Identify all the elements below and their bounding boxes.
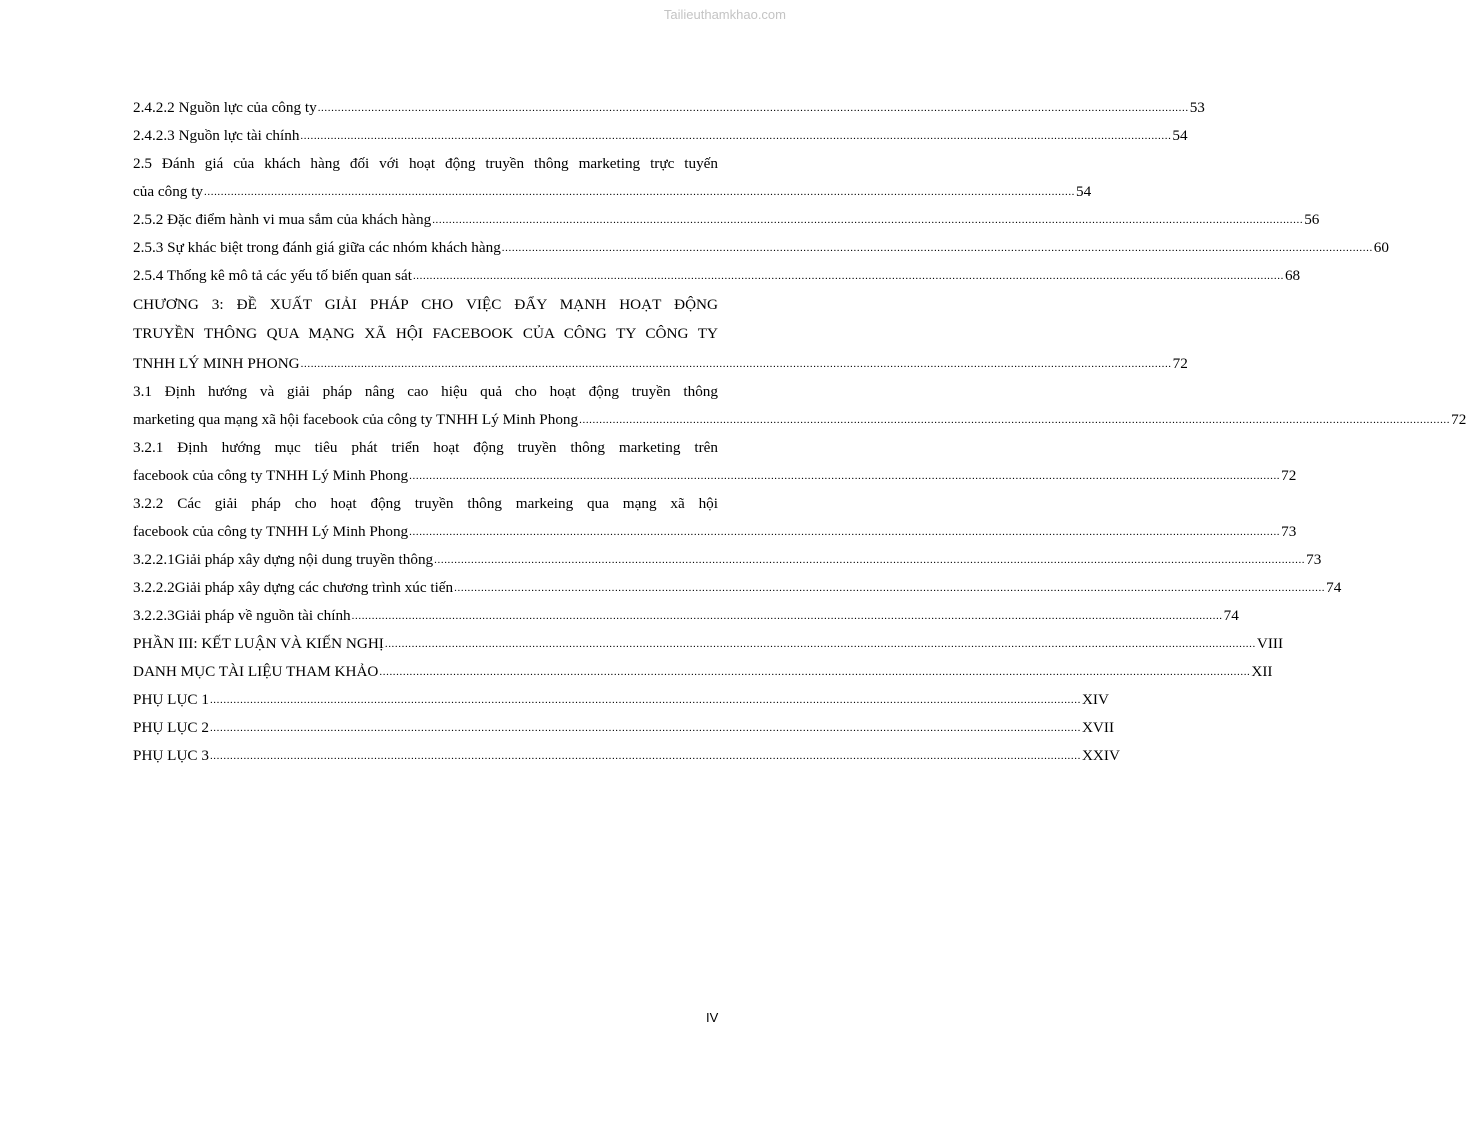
dot-leader: ....................................................................................................................................................................................................................................................................: [501, 242, 1373, 254]
toc-entry-page: 68: [1284, 267, 1301, 284]
dot-leader: ....................................................................................................................................................................................................................................................................: [300, 357, 1172, 370]
toc-entry[interactable]: [133, 178, 1092, 206]
toc-entry-title: 2.4.2.2 Nguồn lực của công ty: [133, 99, 317, 116]
dot-leader: ....................................................................................................................................................................................................................................................................: [432, 214, 1304, 226]
toc-entry-title: 2.4.2.3 Nguồn lực tài chính: [133, 127, 300, 144]
dot-leader: ....................................................................................................................................................................................................................................................................: [300, 130, 1172, 142]
toc-line: 3.1 Định hướng và giải pháp nâng cao hiệu quả cho hoạt động truyền thông: [133, 382, 718, 400]
toc-entry-title: PHỤ LỤC 2: [133, 718, 209, 736]
toc-entry-page: 74: [1223, 606, 1239, 624]
toc-entry[interactable]: [133, 518, 1297, 546]
toc-entry[interactable]: [133, 602, 1239, 630]
toc-entry-page: XII: [1251, 662, 1273, 680]
toc-line: CHƯƠNG 3: ĐỀ XUẤT GIẢI PHÁP CHO VIỆC ĐẨY MẠNH HOẠT ĐỘNG: [133, 296, 718, 313]
toc-entry-page: 54: [1076, 183, 1092, 200]
page-number: IV: [706, 1010, 719, 1025]
dot-leader: ....................................................................................................................................................................................................................................................................: [209, 721, 1081, 734]
toc-entry[interactable]: [133, 742, 1120, 770]
toc-entry[interactable]: [133, 658, 1273, 686]
toc-entry-page: XVII: [1081, 718, 1115, 736]
toc-entry[interactable]: [133, 574, 1342, 602]
toc-entry-page: 74: [1326, 578, 1342, 596]
toc-entry-page: VIII: [1256, 634, 1283, 652]
toc-line: TRUYỀN THÔNG QUA MẠNG XÃ HỘI FACEBOOK CỦA CÔNG TY CÔNG TY: [133, 325, 718, 343]
dot-leader: ....................................................................................................................................................................................................................................................................: [434, 553, 1306, 566]
dot-leader: ....................................................................................................................................................................................................................................................................: [379, 665, 1251, 678]
watermark: Tailieuthamkhao.com: [663, 7, 786, 22]
dot-leader: ....................................................................................................................................................................................................................................................................: [209, 749, 1081, 762]
dot-leader: ....................................................................................................................................................................................................................................................................: [412, 270, 1284, 282]
toc-entry-page: 72: [1451, 410, 1466, 428]
dot-leader: ....................................................................................................................................................................................................................................................................: [409, 525, 1281, 538]
toc-entry[interactable]: [133, 206, 1320, 234]
toc-entry[interactable]: [133, 349, 1188, 378]
toc-entry-title: 2.5.4 Thống kê mô tả các yếu tố biến quan sát: [133, 267, 412, 284]
toc-entry-page: 72: [1172, 354, 1188, 372]
dot-leader: ....................................................................................................................................................................................................................................................................: [409, 469, 1281, 482]
toc-entry-title: 3.2.2.2Giải pháp xây dựng các chương trình xúc tiến: [133, 578, 454, 596]
toc-entry-title: facebook của công ty TNHH Lý Minh Phong: [133, 466, 409, 484]
toc-entry-title: PHỤ LỤC 3: [133, 746, 209, 764]
toc-entry[interactable]: [133, 630, 1283, 658]
dot-leader: ....................................................................................................................................................................................................................................................................: [317, 102, 1189, 114]
toc-line: 3.2.1 Định hướng mục tiêu phát triển hoạt động truyền thông marketing trên: [133, 438, 718, 456]
toc-entry-title: PHẦN III: KẾT LUẬN VÀ KIẾN NGHỊ: [133, 634, 384, 652]
toc-entry-page: 54: [1172, 127, 1188, 144]
toc-line: 2.5 Đánh giá của khách hàng đối với hoạt động truyền thông marketing trực tuyến: [133, 155, 718, 172]
toc-entry-title: PHỤ LỤC 1: [133, 690, 209, 708]
toc-entry-title: facebook của công ty TNHH Lý Minh Phong: [133, 522, 409, 540]
toc-entry[interactable]: [133, 262, 1301, 290]
toc-entry-page: 56: [1304, 211, 1320, 228]
toc-entry-page: 73: [1306, 550, 1322, 568]
toc-entry[interactable]: [133, 94, 1205, 122]
toc-line: 3.2.2 Các giải pháp cho hoạt động truyền thông markeing qua mạng xã hội: [133, 494, 718, 512]
toc-entry[interactable]: [133, 462, 1297, 490]
toc-entry-title: 2.5.3 Sự khác biệt trong đánh giá giữa các nhóm khách hàng: [133, 239, 501, 256]
toc-entry-title: 3.2.2.3Giải pháp về nguồn tài chính: [133, 606, 351, 624]
toc-entry-page: XIV: [1081, 690, 1109, 708]
toc-entry-page: 72: [1281, 466, 1297, 484]
toc-entry[interactable]: [133, 122, 1188, 150]
dot-leader: ....................................................................................................................................................................................................................................................................: [384, 637, 1256, 650]
dot-leader: ....................................................................................................................................................................................................................................................................: [351, 609, 1223, 622]
toc-entry-title: marketing qua mạng xã hội facebook của công ty TNHH Lý Minh Phong: [133, 410, 579, 428]
table-of-contents: [133, 94, 1466, 770]
dot-leader: ....................................................................................................................................................................................................................................................................: [454, 581, 1326, 594]
toc-entry[interactable]: [133, 406, 1466, 434]
toc-entry-page: 53: [1189, 99, 1205, 116]
toc-entry-title: của công ty: [133, 183, 204, 200]
toc-entry-title: 2.5.2 Đặc điểm hành vi mua sắm của khách hàng: [133, 211, 432, 228]
toc-entry[interactable]: [133, 546, 1322, 574]
dot-leader: ....................................................................................................................................................................................................................................................................: [209, 693, 1081, 706]
toc-entry-title: 3.2.2.1Giải pháp xây dựng nội dung truyền thông: [133, 550, 434, 568]
toc-entry-title: DANH MỤC TÀI LIỆU THAM KHẢO: [133, 662, 379, 680]
toc-entry-page: 60: [1373, 239, 1389, 256]
toc-entry[interactable]: [133, 714, 1115, 742]
toc-entry[interactable]: [133, 686, 1109, 714]
toc-entry-title: TNHH LÝ MINH PHONG: [133, 354, 300, 372]
toc-entry-page: 73: [1281, 522, 1297, 540]
toc-entry[interactable]: [133, 234, 1389, 262]
dot-leader: ....................................................................................................................................................................................................................................................................: [204, 186, 1076, 198]
toc-entry-page: XXIV: [1081, 746, 1120, 764]
dot-leader: ....................................................................................................................................................................................................................................................................: [579, 413, 1451, 426]
